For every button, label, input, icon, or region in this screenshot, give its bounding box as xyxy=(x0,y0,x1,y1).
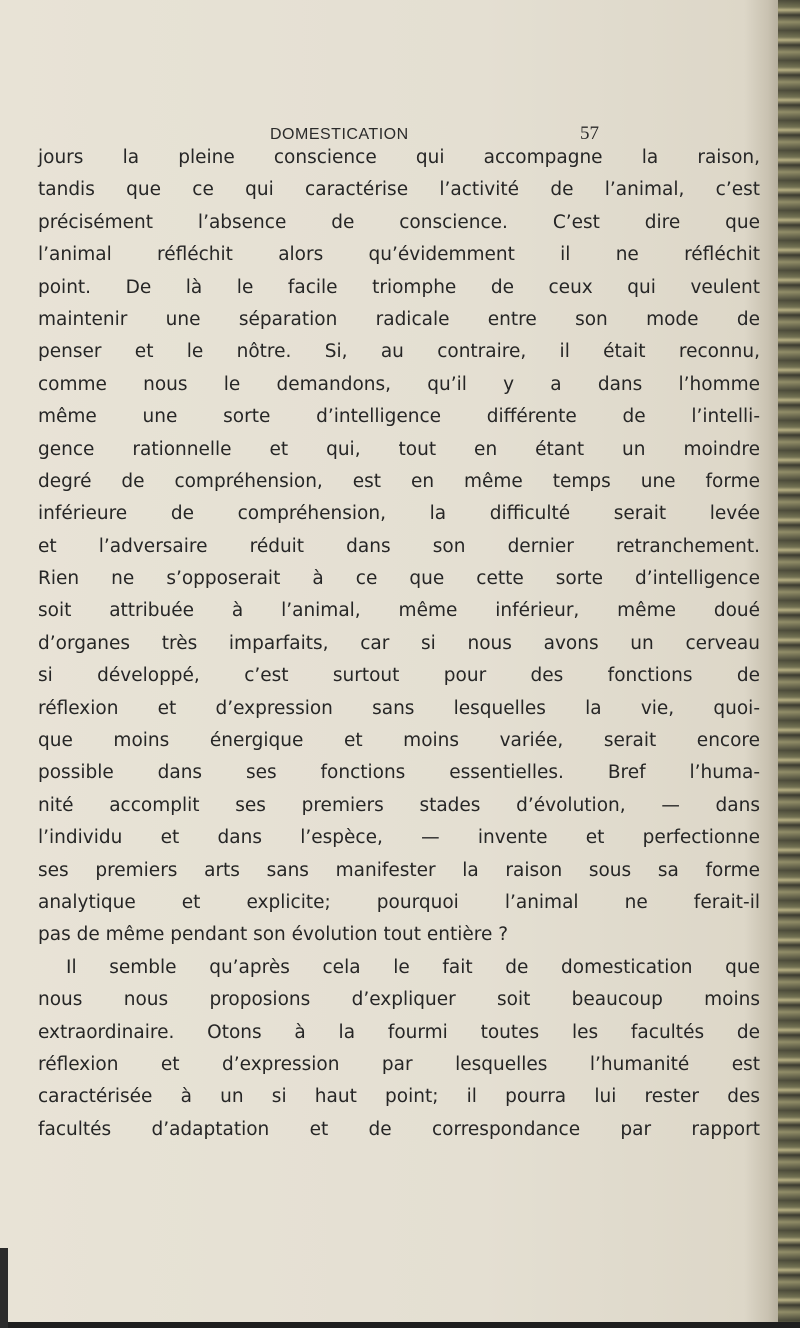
text-line: penser et le nôtre. Si, au contraire, il était reconnu, xyxy=(38,341,760,363)
running-head: DOMESTICATION xyxy=(270,126,409,143)
text-line: inférieure de compréhension, la difficulté serait levée xyxy=(38,503,760,525)
text-line: comme nous le demandons, qu’il y a dans l’homme xyxy=(38,373,760,395)
text-line: jours la pleine conscience qui accompagne la raison, xyxy=(38,147,760,168)
text-line: ses premiers arts sans manifester la raison sous sa forme xyxy=(38,859,760,881)
text-line: nous nous proposions d’expliquer soit beaucoup moins xyxy=(38,989,760,1011)
text-line: soit attribuée à l’animal, même inférieur, même doué xyxy=(38,600,760,622)
text-line: caractérisée à un si haut point; il pourra lui rester des xyxy=(38,1086,760,1108)
scan-bottom-shadow xyxy=(0,1322,800,1328)
text-line: facultés d’adaptation et de correspondance par rapport xyxy=(38,1118,760,1140)
text-line: que moins énergique et moins variée, serait encore xyxy=(38,730,760,752)
text-line: nité accomplit ses premiers stades d’évolution, — dans xyxy=(38,794,760,816)
text-line: réflexion et d’expression sans lesquelles la vie, quoi- xyxy=(38,697,760,719)
text-line: l’animal réfléchit alors qu’évidemment il ne réfléchit xyxy=(38,244,760,266)
text-line: gence rationnelle et qui, tout en étant un moindre xyxy=(38,438,760,460)
text-line: maintenir une séparation radicale entre son mode de xyxy=(38,308,760,330)
body-text xyxy=(38,142,760,1146)
text-line: extraordinaire. Otons à la fourmi toutes les facultés de xyxy=(38,1021,760,1043)
text-line: précisément l’absence de conscience. C’est dire que xyxy=(38,211,760,233)
text-line: et l’adversaire réduit dans son dernier retranchement. xyxy=(38,535,760,557)
page-binding-edge xyxy=(778,0,800,1328)
text-line: possible dans ses fonctions essentielles. Bref l’huma- xyxy=(38,762,760,784)
text-line: Rien ne s’opposerait à ce que cette sorte d’intelligence xyxy=(38,568,760,590)
text-line: d’organes très imparfaits, car si nous avons un cerveau xyxy=(38,632,760,654)
text-line: tandis que ce qui caractérise l’activité de l’animal, c’est xyxy=(38,179,760,201)
text-line: même une sorte d’intelligence différente de l’intelli- xyxy=(38,406,760,428)
text-line: analytique et explicite; pourquoi l’animal ne ferait-il xyxy=(38,891,760,913)
text-line: l’individu et dans l’espèce, — invente et perfectionne xyxy=(38,827,760,849)
page-number: 57 xyxy=(580,123,599,144)
text-line: réflexion et d’expression par lesquelles l’humanité est xyxy=(38,1053,760,1075)
text-line-paragraph-start: Il semble qu’après cela le fait de domestication que xyxy=(66,956,760,978)
text-line: si développé, c’est surtout pour des fonctions de xyxy=(38,665,760,687)
text-line: degré de compréhension, est en même temps une forme xyxy=(38,470,760,492)
text-line: pas de même pendant son évolution tout entière ? xyxy=(38,924,509,946)
scan-left-shadow xyxy=(0,1248,8,1328)
text-line: point. De là le facile triomphe de ceux qui veulent xyxy=(38,276,760,298)
